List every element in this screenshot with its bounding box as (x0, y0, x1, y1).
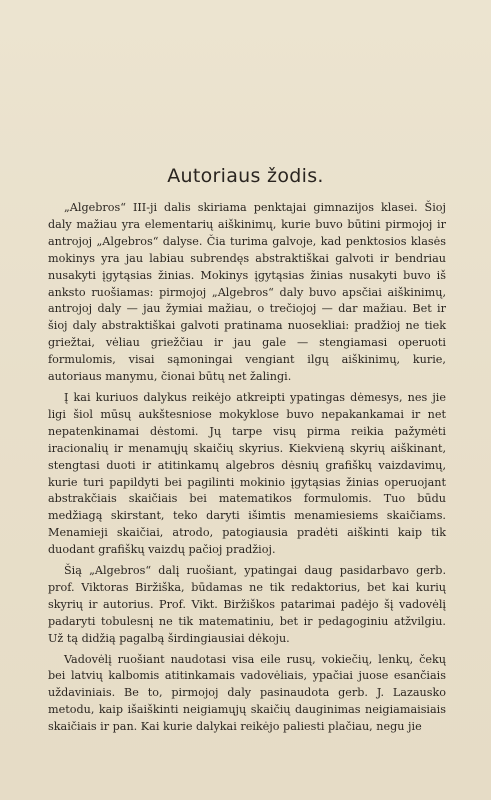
paragraph: Į kai kuriuos dalykus reikėjo atkreipti ypatingas dėmesys, nes jie ligi šiol mūsų aukštesniose mokyklose buvo nepakankamai ir net nepatenkinamai dėstomi. Jų tarpe visų pirma reikia pažymėti iracionalių ir menamųjų skaičių skyrius. Kiekvieną skyrių aiškinant, stengtasi duoti ir atitinkamų algebros dėsnių grafiškų vaizdavimų, kurie turi papildyti bei pagilinti mokinio įgytąsias žinias operuojant abstrakčiais skaičiais bei matematikos formulomis. Tuo būdu medžiagą skirstant, teko daryti išimtis menamiesiems skaičiams. Menamieji skaičiai, atrodo, patogiausia pradėti aiškinti kaip tik duodant grafiškų vaizdų pačioj pradžioj. (48, 390, 446, 557)
page-title: Autoriaus žodis. (167, 165, 324, 187)
paragraph: „Algebros“ III-ji dalis skiriama penktajai gimnazijos klasei. Šioj daly mažiau yra elementarių aiškinimų, kurie buvo būtini pirmojoj ir antrojoj „Algebros“ dalyse. Čia turima galvoje, kad penktosios klasės mokinys yra jau labiau subrendęs abstraktiškai galvoti ir bendriau nusakyti įgytąsias žinias. Mokinys įgytąsias žinias nusakyti buvo iš anksto ruošiamas: pirmojoj „Algebros“ daly buvo apsčiai aiškinimų, antrojoj daly — jau žymiai mažiau, o trečiojoj — dar mažiau. Bet ir šioj daly abstraktiškai galvoti pratinama nuosekliai: pradžioj ne tiek griežtai, vėliau griežčiau ir jau gale — stengiamasi operuoti formulomis, visai sąmoningai vengiant ilgų aiškinimų, kurie, autoriaus manymu, čionai būtų net žalingi. (48, 201, 446, 384)
body-text (48, 200, 446, 740)
paragraph: Vadovėlį ruošiant naudotasi visa eile rusų, vokiečių, lenkų, čekų bei latvių kalbomis atitinkamais vadovėliais, ypačiai juose esančiais uždaviniais. Be to, pirmojoj daly pasinaudota gerb. J. Lazausko metodu, kaip išaiškinti neigiamųjų skaičių dauginimas neigiamaisiais skaičiais ir pan. Kai kurie dalykai reikėjo paliesti plačiau, negu jie (48, 652, 446, 734)
paragraph: Šią „Algebros“ dalį ruošiant, ypatingai daug pasidarbavo gerb. prof. Viktoras Biržiška, būdamas ne tik redaktorius, bet kai kurių skyrių ir autorius. Prof. Vikt. Biržiškos patarimai padėjo šį vadovėlį padaryti tobulesnį ne tik matematiniu, bet ir pedagoginiu atžvilgiu. Už tą didžią pagalbą širdingiausiai dėkoju. (48, 564, 446, 645)
